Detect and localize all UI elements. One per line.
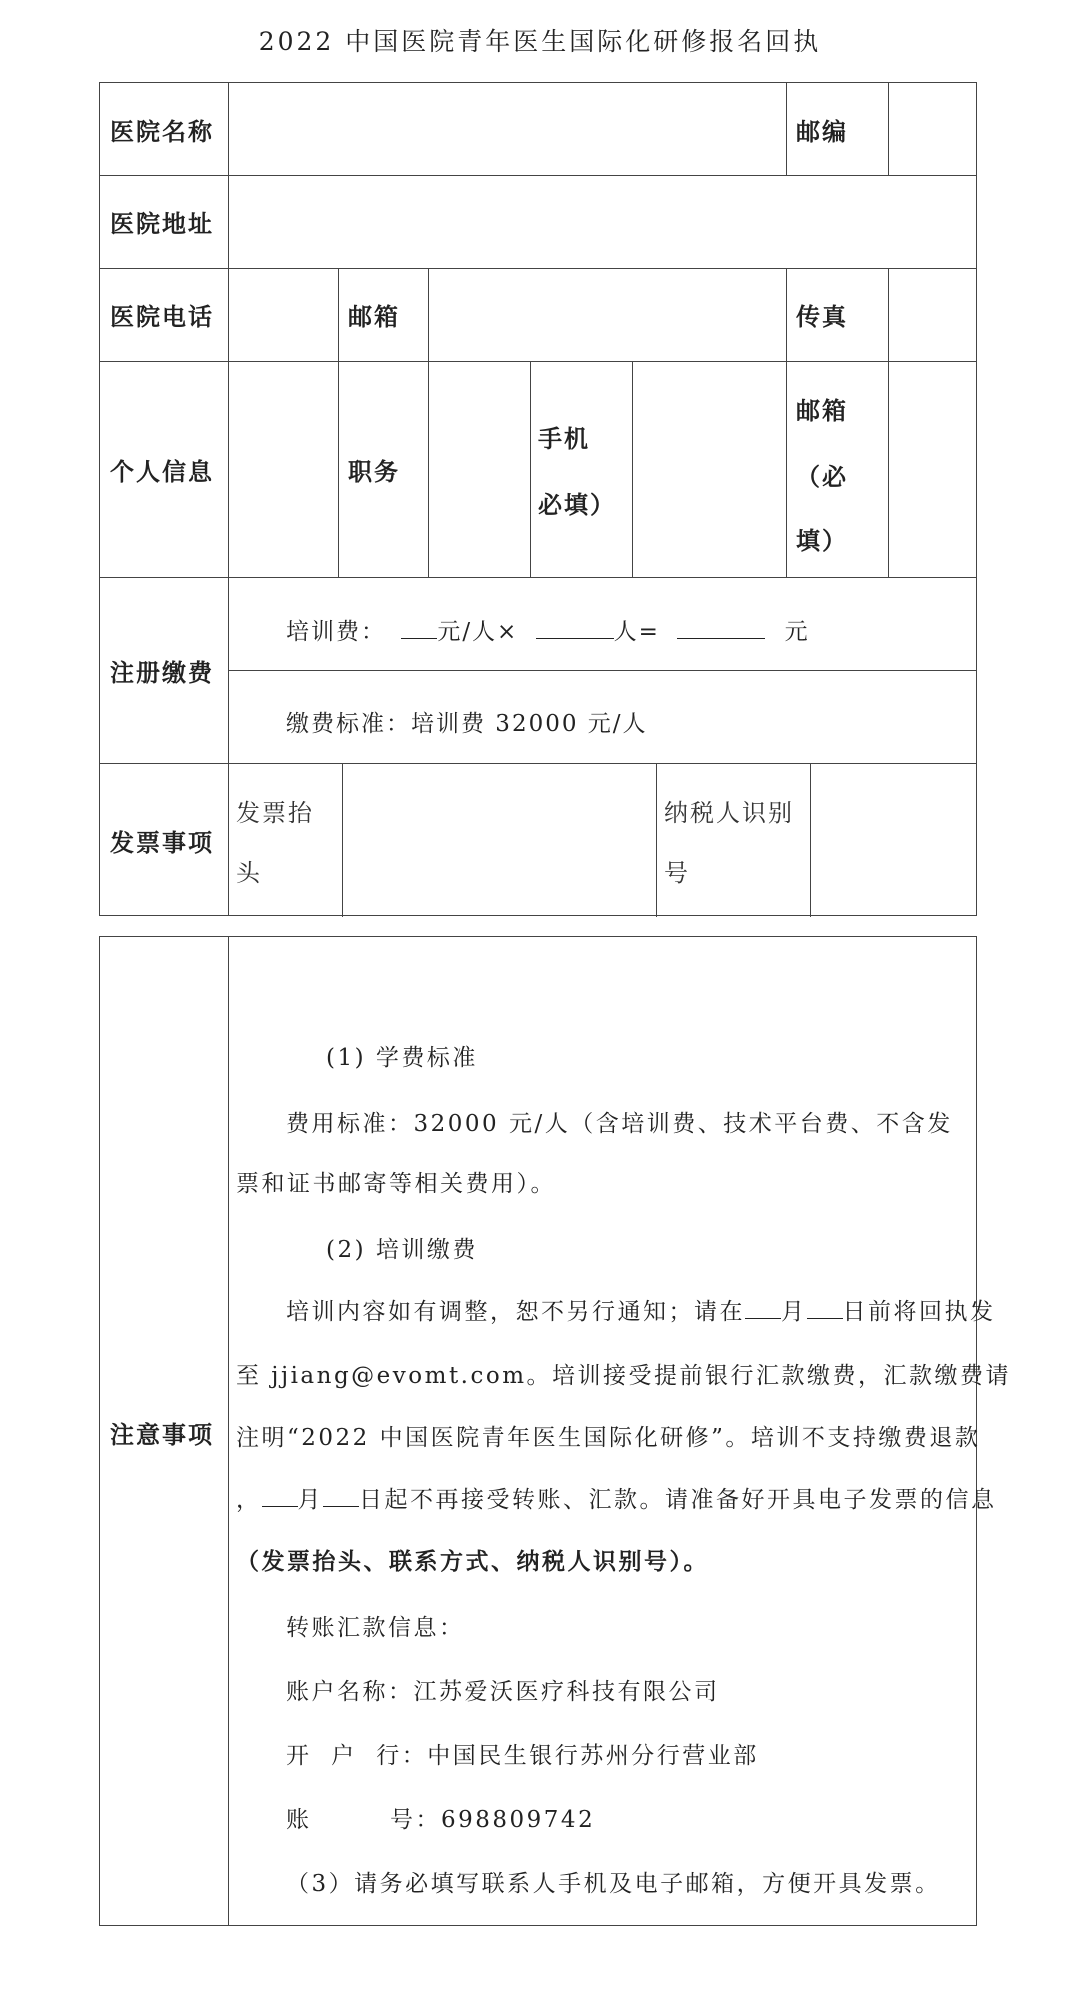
personal-info-label: 个人信息 [110, 456, 214, 486]
tuition-heading: (1) 学费标准 [326, 1045, 478, 1071]
tuition-line-2: 票和证书邮寄等相关费用）。 [236, 1171, 556, 1197]
position-label: 职务 [348, 456, 400, 486]
mobile-label [530, 361, 632, 577]
cutoff-day-blank[interactable] [323, 1486, 359, 1507]
invoice-title-label: 发票抬 头 [236, 799, 314, 887]
hospital-address-field[interactable] [228, 175, 978, 268]
personal-email-field[interactable] [888, 361, 978, 577]
name-field[interactable] [228, 361, 338, 577]
mobile-label-line2: 必填） [538, 490, 616, 519]
payment-heading: (2) 培训缴费 [326, 1237, 478, 1263]
notes-table [99, 936, 1012, 1926]
email-field[interactable] [428, 268, 786, 361]
cutoff-month-blank[interactable] [262, 1486, 298, 1507]
personal-email-label-line1: 邮箱 [796, 396, 848, 425]
fee-calculation-line: 培训费： 元/人× 人= 元 [286, 619, 810, 645]
fee-standard: 缴费标准：培训费 32000 元/人 [286, 711, 648, 737]
email-label: 邮箱 [348, 302, 400, 331]
personal-email-label [786, 361, 888, 577]
hospital-address-label: 医院地址 [110, 209, 214, 238]
personal-email-label-line2: （必 [796, 462, 848, 491]
postcode-field[interactable] [888, 83, 978, 175]
registration-fee-label: 注册缴费 [110, 657, 214, 687]
deadline-month-blank[interactable] [745, 1298, 781, 1319]
fax-label: 传真 [796, 302, 848, 331]
taxpayer-id-label: 纳税人识别 号 [664, 799, 794, 887]
registration-form-table [99, 82, 977, 916]
hospital-phone-label: 医院电话 [110, 302, 214, 331]
account-number: 账 号：698809742 [286, 1807, 596, 1833]
total-blank[interactable] [677, 618, 765, 639]
form-title: 2022 中国医院青年医生国际化研修报名回执 [258, 27, 822, 56]
deadline-day-blank[interactable] [807, 1298, 843, 1319]
postcode-label: 邮编 [796, 116, 848, 146]
hospital-name-field[interactable] [228, 83, 786, 175]
invoice-title-field[interactable] [342, 763, 656, 917]
hospital-phone-field[interactable] [228, 268, 338, 361]
invoice-label: 发票事项 [110, 827, 214, 857]
personal-email-label-line3: 填） [796, 526, 848, 555]
price-blank[interactable] [401, 618, 437, 639]
tuition-line-1: 费用标准：32000 元/人（含培训费、技术平台费、不含发 [286, 1111, 953, 1137]
notes-label: 注意事项 [110, 1419, 214, 1449]
payment-line-4: ， 月 日起不再接受转账、汇款。请准备好开具电子发票的信息 [236, 1487, 997, 1513]
account-name: 账户名称：江苏爱沃医疗科技有限公司 [286, 1679, 720, 1705]
hospital-name-label: 医院名称 [110, 116, 214, 146]
position-field[interactable] [428, 361, 530, 577]
payment-line-1: 培训内容如有调整，恕不另行通知；请在 月 日前将回执发 [286, 1299, 996, 1325]
fax-field[interactable] [888, 268, 978, 361]
mobile-label-line1: 手机 [538, 424, 590, 453]
bank-name: 开 户 行：中国民生银行苏州分行营业部 [286, 1743, 759, 1769]
payment-line-3: 注明“2022 中国医院青年医生国际化研修”。培训不支持缴费退款 [236, 1425, 981, 1451]
taxpayer-id-field[interactable] [810, 763, 978, 917]
mobile-field[interactable] [632, 361, 786, 577]
payment-line-2: 至 jjiang@evomt.com。培训接受提前银行汇款缴费，汇款缴费请 [236, 1363, 1012, 1389]
payment-line-5: （发票抬头、联系方式、纳税人识别号）。 [236, 1548, 709, 1575]
count-blank[interactable] [536, 618, 614, 639]
contact-requirement: （3）请务必填写联系人手机及电子邮箱，方便开具发票。 [286, 1871, 941, 1897]
transfer-heading: 转账汇款信息： [286, 1615, 465, 1641]
